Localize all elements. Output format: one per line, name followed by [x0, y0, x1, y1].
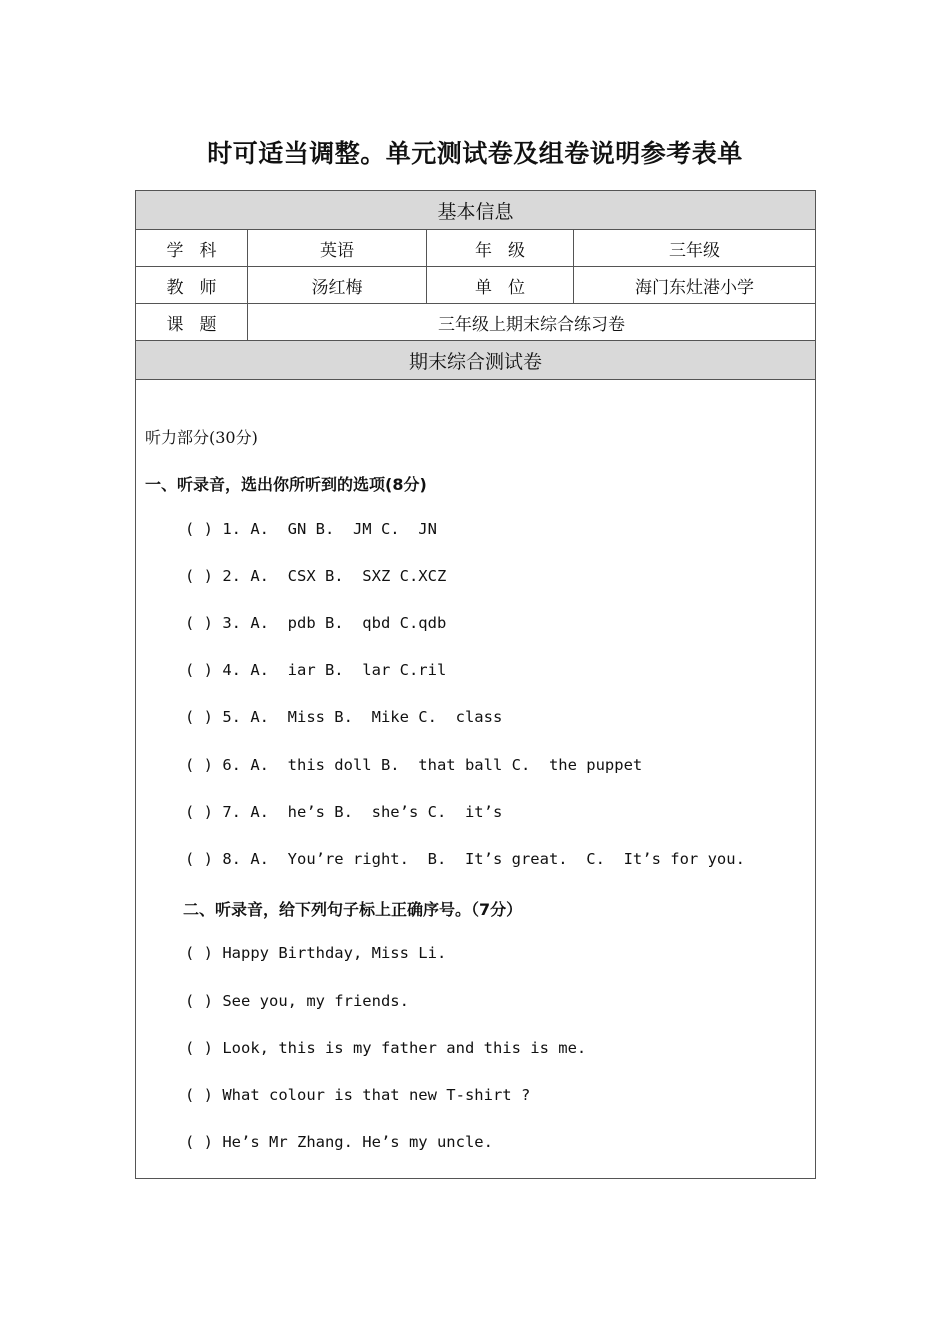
sentence-item: ( ) Happy Birthday, Miss Li. [185, 944, 447, 962]
sentence-item: ( ) He’s Mr Zhang. He’s my uncle. [185, 1133, 493, 1151]
test-header-row [136, 341, 815, 380]
question-item: ( ) 2. A. CSX B. SXZ C.XCZ [185, 567, 447, 585]
grade-value: 三年级 [669, 240, 720, 261]
question-item: ( ) 8. A. You’re right. B. It’s great. C. It’s for you. [185, 850, 745, 868]
unit-label: 单位 [427, 267, 574, 303]
topic-row [136, 304, 815, 341]
teacher-unit-row [136, 267, 815, 304]
subject-value: 英语 [248, 230, 427, 266]
basic-info-header-row [136, 191, 815, 230]
info-form-table [135, 190, 816, 1179]
question-item: ( ) 4. A. iar B. lar C.ril [185, 661, 447, 679]
grade-label: 年级 [427, 230, 574, 266]
listening-title: 听力部分(30分) [145, 428, 258, 447]
question-item: ( ) 6. A. this doll B. that ball C. the puppet [185, 756, 643, 774]
test-content [136, 380, 815, 1178]
section2-title: 二、听录音，给下列句子标上正确序号。（7分） [183, 900, 523, 919]
subject-grade-row [136, 230, 815, 267]
question-item: ( ) 7. A. he’s B. she’s C. it’s [185, 803, 503, 821]
question-item: ( ) 5. A. Miss B. Mike C. class [185, 708, 503, 726]
question-item: ( ) 3. A. pdb B. qbd C.qdb [185, 614, 447, 632]
teacher-value: 汤红梅 [248, 267, 427, 303]
topic-value: 三年级上期末综合练习卷 [438, 314, 625, 335]
basic-info-header: 基本信息 [437, 200, 514, 223]
teacher-label: 教师 [136, 267, 248, 303]
sentence-item: ( ) What colour is that new T-shirt ? [185, 1086, 531, 1104]
sentence-item: ( ) Look, this is my father and this is me. [185, 1039, 587, 1057]
sentence-item: ( ) See you, my friends. [185, 992, 409, 1010]
test-header: 期末综合测试卷 [408, 350, 542, 373]
document-title: 时可适当调整。单元测试卷及组卷说明参考表单 [207, 139, 743, 168]
question-item: ( ) 1. A. GN B. JM C. JN [185, 520, 437, 538]
subject-label: 学科 [136, 230, 248, 266]
section1-title: 一、听录音，选出你所听到的选项(8分) [145, 475, 427, 494]
unit-value: 海门东灶港小学 [635, 277, 754, 298]
topic-label: 课题 [136, 304, 248, 340]
